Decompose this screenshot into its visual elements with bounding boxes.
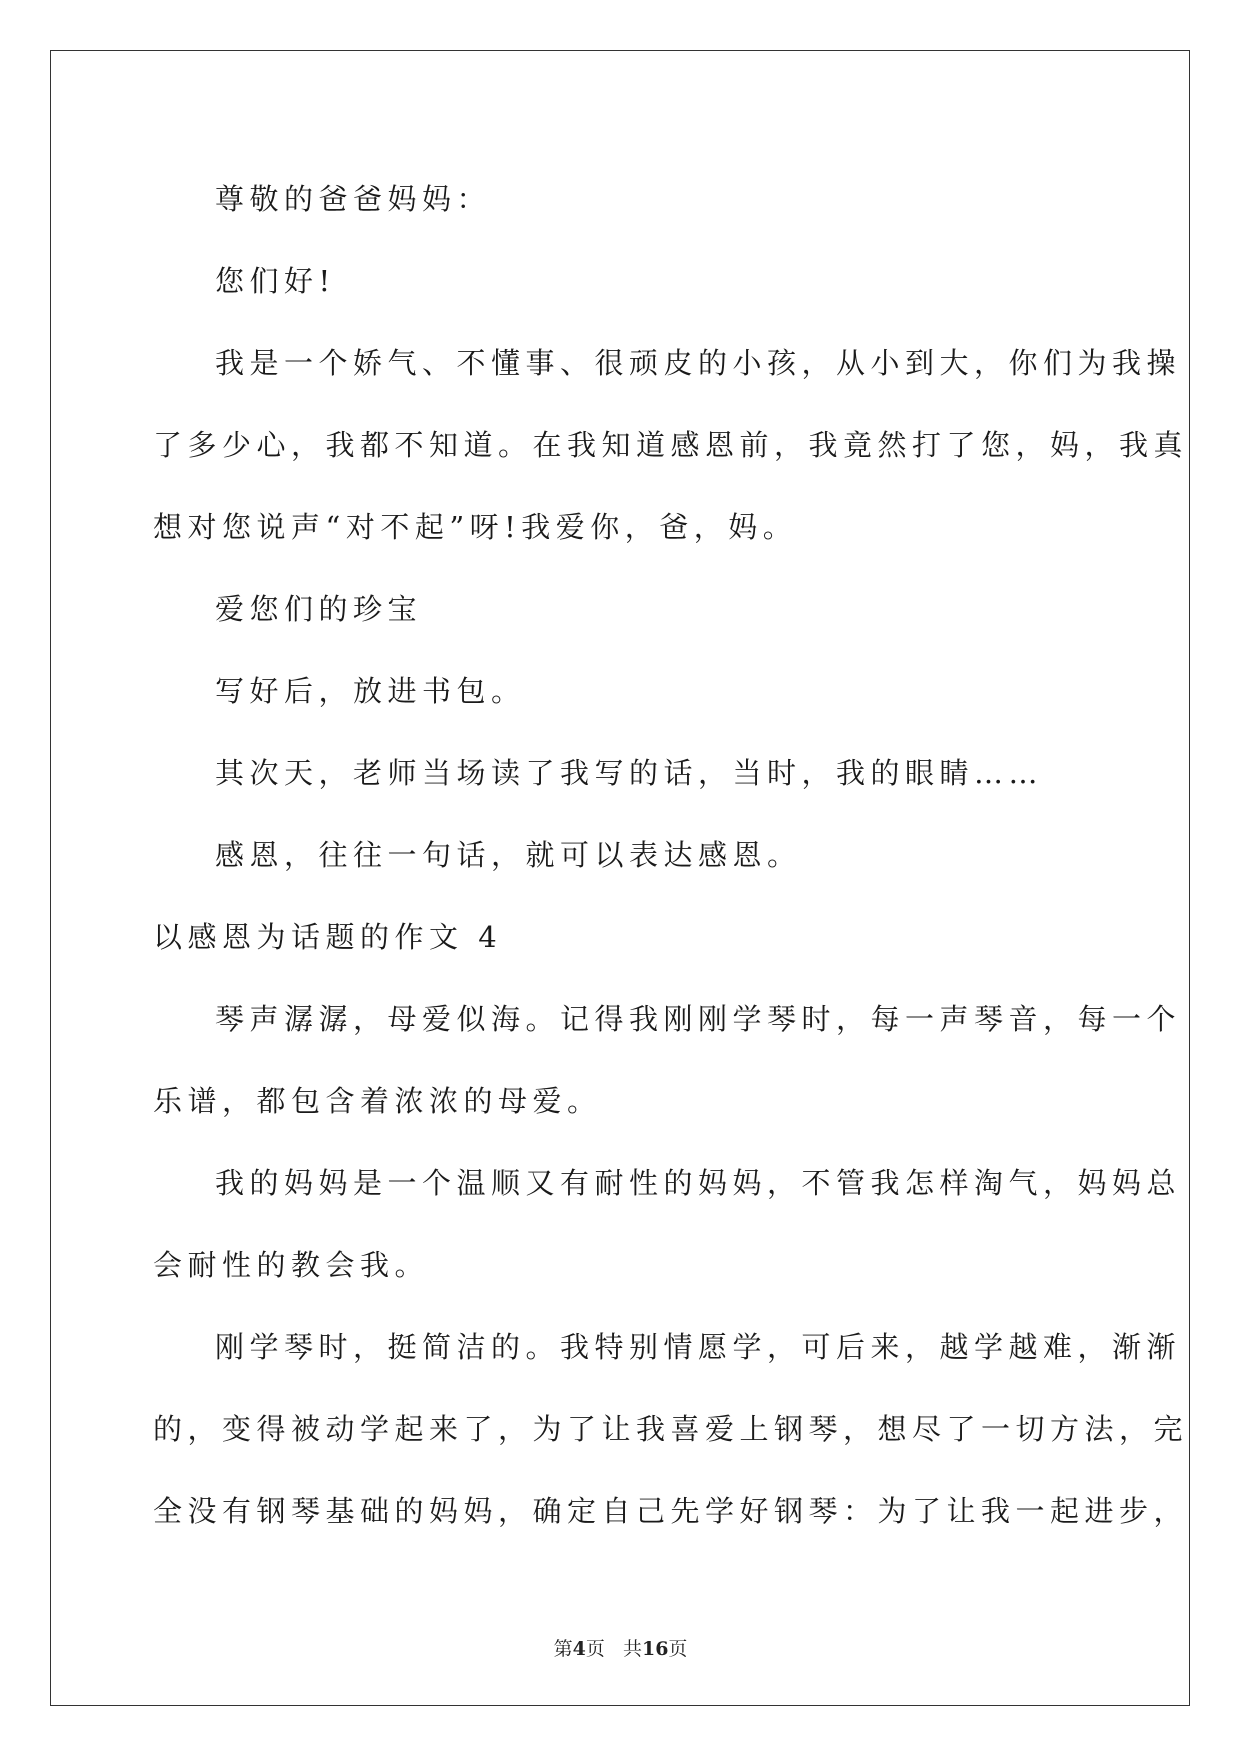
paragraph-line: 全没有钢琴基础的妈妈，确定自己先学好钢琴：为了让我一起进步， bbox=[153, 1494, 1189, 1528]
paragraph-line: 想对您说声“对不起”呀!我爱你，爸，妈。 bbox=[153, 510, 798, 544]
page-footer bbox=[0, 1634, 1241, 1661]
document-body bbox=[153, 158, 1189, 1552]
footer-total-suffix: 页 bbox=[668, 1638, 688, 1660]
paragraph-line: 感恩，往往一句话，就可以表达感恩。 bbox=[215, 838, 802, 872]
paragraph-line: 琴声潺潺，母爱似海。记得我刚刚学琴时，每一声琴音，每一个 bbox=[215, 1002, 1182, 1036]
paragraph-line: 尊敬的爸爸妈妈： bbox=[215, 182, 492, 216]
paragraph-line: 乐谱，都包含着浓浓的母爱。 bbox=[153, 1084, 602, 1118]
footer-prefix: 第 bbox=[553, 1638, 573, 1660]
signature-line: 爱您们的珍宝 bbox=[215, 592, 423, 626]
paragraph-line: 写好后，放进书包。 bbox=[215, 674, 526, 708]
paragraph-line: 您们好! bbox=[215, 264, 336, 298]
paragraph-line: 我是一个娇气、不懂事、很顽皮的小孩，从小到大，你们为我操 bbox=[215, 346, 1182, 380]
footer-total-prefix: 共 bbox=[622, 1638, 642, 1660]
current-page-number: 4 bbox=[572, 1638, 586, 1660]
paragraph-line: 我的妈妈是一个温顺又有耐性的妈妈，不管我怎样淘气，妈妈总 bbox=[215, 1166, 1182, 1200]
section-heading: 以感恩为话题的作文 4 bbox=[153, 920, 503, 954]
paragraph-line: 的，变得被动学起来了，为了让我喜爱上钢琴，想尽了一切方法，完 bbox=[153, 1412, 1189, 1446]
footer-page-suffix: 页 bbox=[585, 1638, 605, 1660]
paragraph-line: 其次天，老师当场读了我写的话，当时，我的眼睛…… bbox=[215, 756, 1044, 790]
paragraph-line: 了多少心，我都不知道。在我知道感恩前，我竟然打了您，妈，我真 bbox=[153, 428, 1189, 462]
paragraph-line: 刚学琴时，挺简洁的。我特别情愿学，可后来，越学越难，渐渐 bbox=[215, 1330, 1182, 1364]
total-page-number: 16 bbox=[641, 1638, 669, 1660]
paragraph-line: 会耐性的教会我。 bbox=[153, 1248, 430, 1282]
